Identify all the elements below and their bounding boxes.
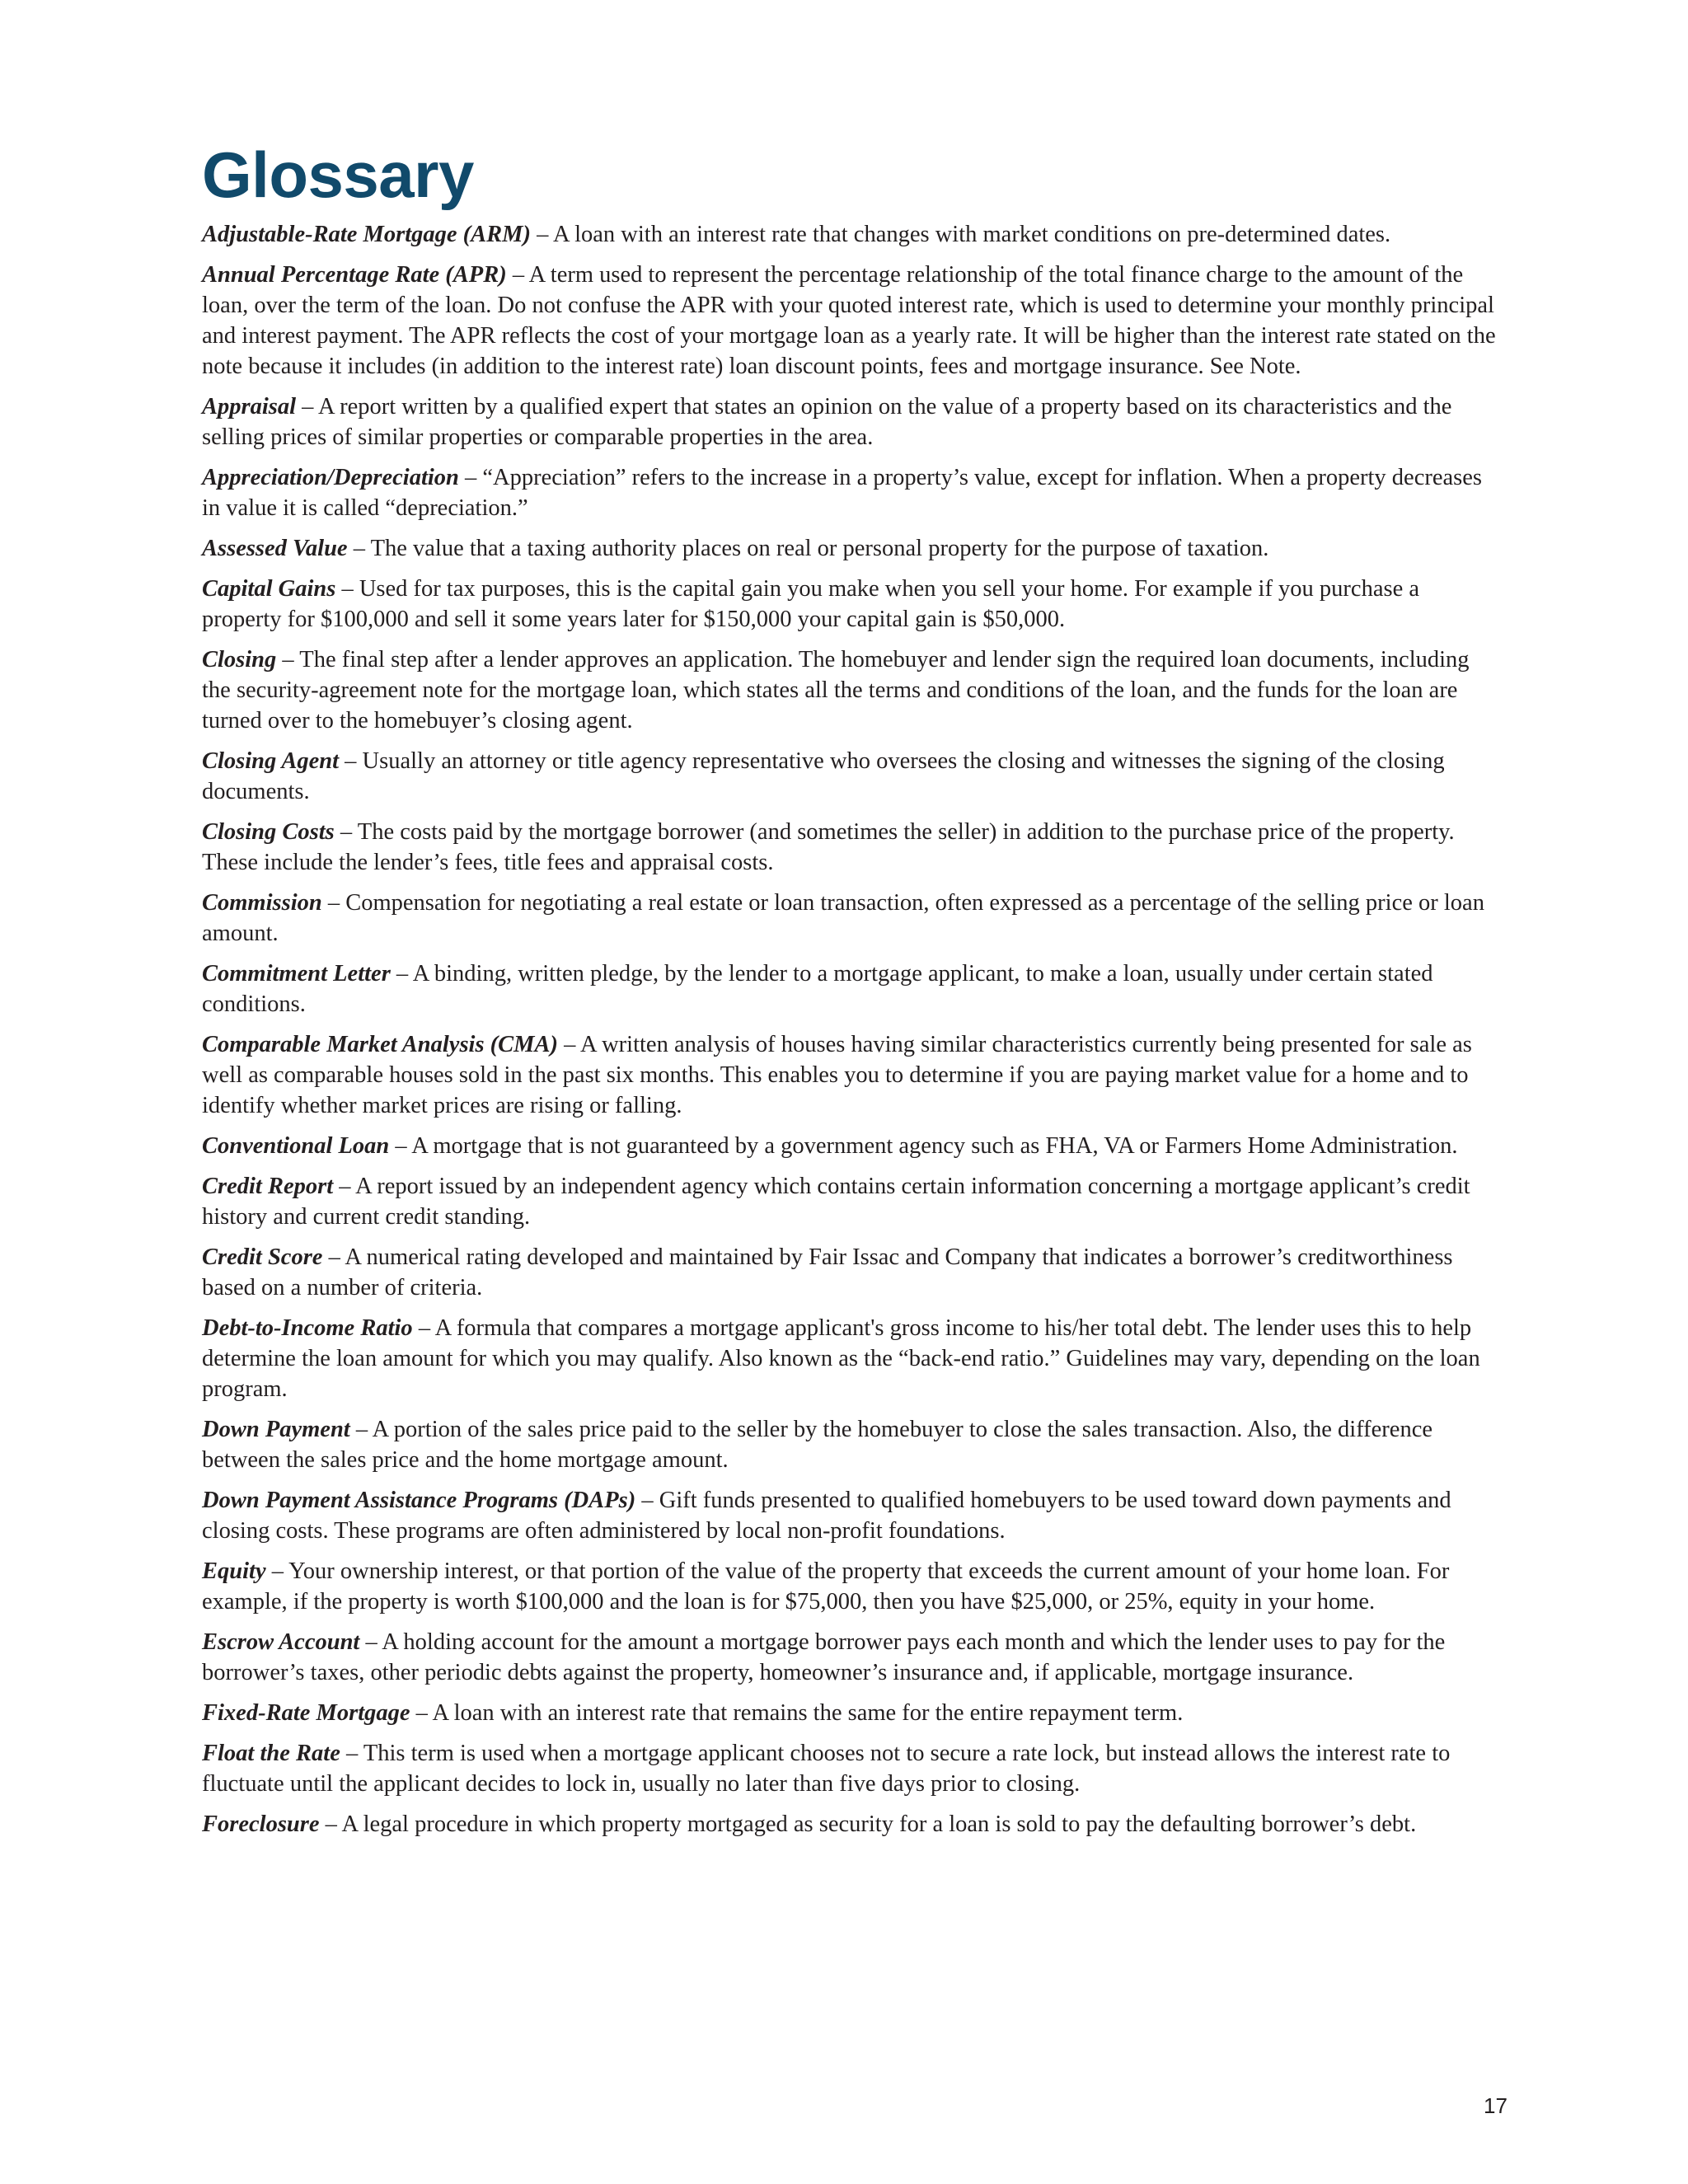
- glossary-term: Capital Gains: [202, 575, 336, 602]
- glossary-entry: [202, 574, 1496, 635]
- glossary-definition: A holding account for the amount a mortgage borrower pays each month and which the lender uses to pay for the borrower’s taxes, other periodic debts against the property, homeowner’s insurance and, if applicable, mortgage insurance.: [202, 1629, 1446, 1685]
- term-separator: –: [339, 748, 363, 774]
- glossary-entry: [202, 1738, 1496, 1799]
- glossary-definition: A portion of the sales price paid to the seller by the homebuyer to close the sales transaction. Also, the difference between the sales price and the home mortgage amount.: [202, 1416, 1432, 1473]
- glossary-definition: A written analysis of houses having similar characteristics currently being presented for sale as well as comparable houses sold in the past six months. This enables you to determine if you are paying market value for a home and to identify whether market prices are rising or falling.: [202, 1031, 1472, 1118]
- term-separator: –: [412, 1315, 435, 1341]
- term-separator: –: [333, 1173, 356, 1199]
- glossary-term: Foreclosure: [202, 1811, 320, 1837]
- glossary-entry: [202, 1698, 1496, 1728]
- term-separator: –: [458, 464, 483, 490]
- glossary-entry: [202, 462, 1496, 523]
- glossary-term: Equity: [202, 1558, 266, 1584]
- glossary-term: Annual Percentage Rate (APR): [202, 261, 507, 288]
- glossary-entry: [202, 1414, 1496, 1475]
- glossary-entry: [202, 1313, 1496, 1404]
- glossary-definition: A term used to represent the percentage relationship of the total finance charge to the amount of the loan, over the term of the loan. Do not confuse the APR with your quoted interest rate, which is used to determine your monthly principal and interest payment. The APR reflects the cost of your mortgage loan as a yearly rate. It will be higher than the interest rate stated on the note because it includes (in addition to the interest rate) loan discount points, fees and mortgage insurance. See Note.: [202, 261, 1496, 379]
- term-separator: –: [335, 575, 359, 602]
- glossary-term: Comparable Market Analysis (CMA): [202, 1031, 559, 1057]
- term-separator: –: [296, 393, 318, 419]
- glossary-term: Commitment Letter: [202, 960, 391, 987]
- page-number: 17: [1484, 2093, 1507, 2118]
- glossary-definition: Gift funds presented to qualified homebuyers to be used toward down payments and closing costs. These programs are often administered by local non-profit foundations.: [202, 1487, 1451, 1544]
- glossary-term: Closing Costs: [202, 818, 335, 845]
- glossary-term: Adjustable-Rate Mortgage (ARM): [202, 221, 532, 247]
- term-separator: –: [265, 1558, 289, 1584]
- glossary-entry: [202, 219, 1496, 250]
- glossary-term: Fixed-Rate Mortgage: [202, 1699, 410, 1726]
- glossary-entry: [202, 533, 1496, 564]
- glossary-definition: A legal procedure in which property mortgaged as security for a loan is sold to pay the defaulting borrower’s debt.: [341, 1811, 1417, 1837]
- glossary-definition: “Appreciation” refers to the increase in a property’s value, except for inflation. When a property decreases in value it is called “depreciation.”: [202, 464, 1482, 521]
- glossary-definition: Your ownership interest, or that portion of the value of the property that exceeds the current amount of your home loan. For example, if the property is worth $100,000 and the loan is for $75,000, then you have $25,000, or 25%, equity in your home.: [202, 1558, 1450, 1615]
- glossary-entry: [202, 1627, 1496, 1688]
- glossary-term: Appraisal: [202, 393, 297, 419]
- term-separator: –: [322, 1244, 345, 1270]
- glossary-definition: The costs paid by the mortgage borrower (and sometimes the seller) in addition to the purchase price of the property. These include the lender’s fees, title fees and appraisal costs.: [202, 818, 1455, 875]
- term-separator: –: [558, 1031, 580, 1057]
- glossary-term: Appreciation/Depreciation: [202, 464, 459, 490]
- glossary-entry: [202, 888, 1496, 949]
- term-separator: –: [276, 646, 300, 673]
- glossary-term: Float the Rate: [202, 1740, 340, 1766]
- glossary-entry: [202, 1556, 1496, 1617]
- glossary-list: [202, 219, 1496, 1840]
- term-separator: –: [347, 535, 371, 561]
- glossary-definition: This term is used when a mortgage applicant chooses not to secure a rate lock, but instead allows the interest rate to fluctuate until the applicant decides to lock in, usually no later than five days prior to closing.: [202, 1740, 1451, 1797]
- glossary-definition: Compensation for negotiating a real estate or loan transaction, often expressed as a percentage of the selling price or loan amount.: [202, 889, 1484, 946]
- glossary-entry: [202, 958, 1496, 1019]
- glossary-definition: The final step after a lender approves an application. The homebuyer and lender sign the required loan documents, including the security-agreement note for the mortgage loan, which states all the terms and conditions of the loan, and the funds for the loan are turned over to the homebuyer’s closing agent.: [202, 646, 1470, 733]
- term-separator: –: [340, 1740, 363, 1766]
- term-separator: –: [410, 1699, 433, 1726]
- glossary-entry: [202, 1131, 1496, 1161]
- glossary-term: Conventional Loan: [202, 1132, 390, 1159]
- glossary-definition: A mortgage that is not guaranteed by a government agency such as FHA, VA or Farmers Home Administration.: [411, 1132, 1458, 1159]
- glossary-term: Credit Score: [202, 1244, 323, 1270]
- term-separator: –: [359, 1629, 382, 1655]
- glossary-entry: [202, 260, 1496, 382]
- glossary-term: Down Payment: [202, 1416, 350, 1442]
- glossary-term: Assessed Value: [202, 535, 348, 561]
- glossary-term: Escrow Account: [202, 1629, 360, 1655]
- term-separator: –: [334, 818, 358, 845]
- glossary-entry: [202, 1809, 1496, 1840]
- glossary-definition: A formula that compares a mortgage applicant's gross income to his/her total debt. The lender uses this to help determine the loan amount for which you may qualify. Also known as the “back-end ratio.” Guidelines may vary, depending on the loan program.: [202, 1315, 1480, 1402]
- glossary-definition: A report written by a qualified expert that states an opinion on the value of a property based on its characteristics and the selling prices of similar properties or comparable properties in the area.: [202, 393, 1452, 450]
- page-title: Glossary: [202, 138, 474, 211]
- term-separator: –: [319, 1811, 342, 1837]
- glossary-entry: [202, 1029, 1496, 1121]
- glossary-term: Debt-to-Income Ratio: [202, 1315, 413, 1341]
- glossary-definition: Used for tax purposes, this is the capital gain you make when you sell your home. For example if you purchase a property for $100,000 and sell it some years later for $150,000 your capital gain is $50,000.: [202, 575, 1419, 632]
- glossary-definition: A binding, written pledge, by the lender to a mortgage applicant, to make a loan, usually under certain stated conditions.: [202, 960, 1433, 1017]
- glossary-entry: [202, 1242, 1496, 1303]
- glossary-definition: A loan with an interest rate that changes with market conditions on pre-determined dates.: [552, 221, 1391, 247]
- glossary-entry: [202, 1171, 1496, 1232]
- glossary-term: Commission: [202, 889, 322, 916]
- glossary-entry: [202, 391, 1496, 452]
- glossary-entry: [202, 746, 1496, 807]
- glossary-term: Closing Agent: [202, 748, 340, 774]
- term-separator: –: [349, 1416, 373, 1442]
- glossary-definition: A numerical rating developed and maintained by Fair Issac and Company that indicates a borrower’s creditworthiness based on a number of criteria.: [202, 1244, 1453, 1301]
- glossary-definition: A loan with an interest rate that remains the same for the entire repayment term.: [432, 1699, 1184, 1726]
- term-separator: –: [635, 1487, 659, 1513]
- glossary-term: Credit Report: [202, 1173, 334, 1199]
- term-separator: –: [321, 889, 346, 916]
- term-separator: –: [531, 221, 553, 247]
- glossary-term: Down Payment Assistance Programs (DAPs): [202, 1487, 636, 1513]
- glossary-entry: [202, 644, 1496, 736]
- glossary-definition: A report issued by an independent agency which contains certain information concerning a mortgage applicant’s credit history and current credit standing.: [202, 1173, 1470, 1230]
- glossary-page: [202, 140, 1496, 1849]
- glossary-entry: [202, 817, 1496, 878]
- glossary-definition: The value that a taxing authority places on real or personal property for the purpose of taxation.: [370, 535, 1269, 561]
- glossary-entry: [202, 1485, 1496, 1546]
- term-separator: –: [390, 960, 413, 987]
- term-separator: –: [389, 1132, 412, 1159]
- glossary-definition: Usually an attorney or title agency representative who oversees the closing and witnesses the signing of the closing documents.: [202, 748, 1445, 804]
- glossary-term: Closing: [202, 646, 277, 673]
- term-separator: –: [506, 261, 529, 288]
